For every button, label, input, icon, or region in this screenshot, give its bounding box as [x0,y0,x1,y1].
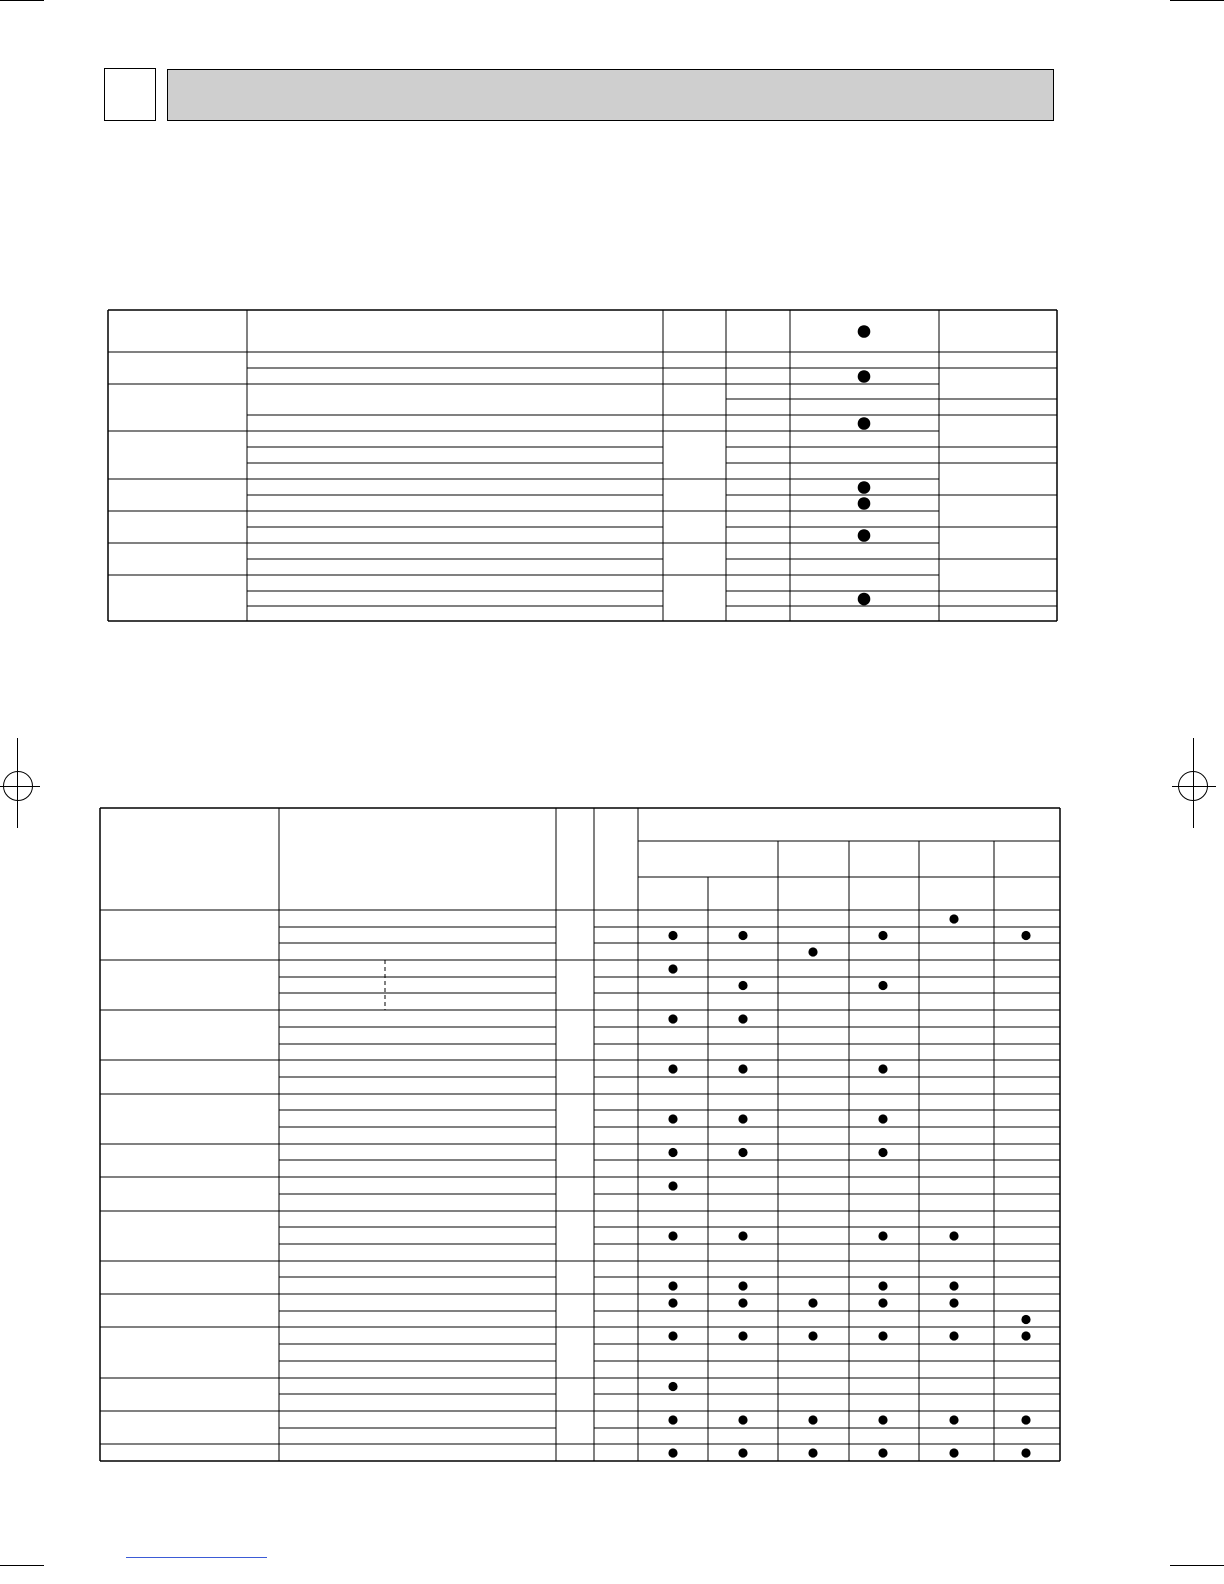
indicator-dot [858,481,871,494]
indicator-dot [858,325,871,338]
indicator-dot [858,593,871,606]
indicator-dot [858,529,871,542]
indicator-dot [858,417,871,430]
indicator-dot [858,497,871,510]
indicator-dot [858,370,871,383]
footer-link-underline[interactable] [126,1557,267,1558]
